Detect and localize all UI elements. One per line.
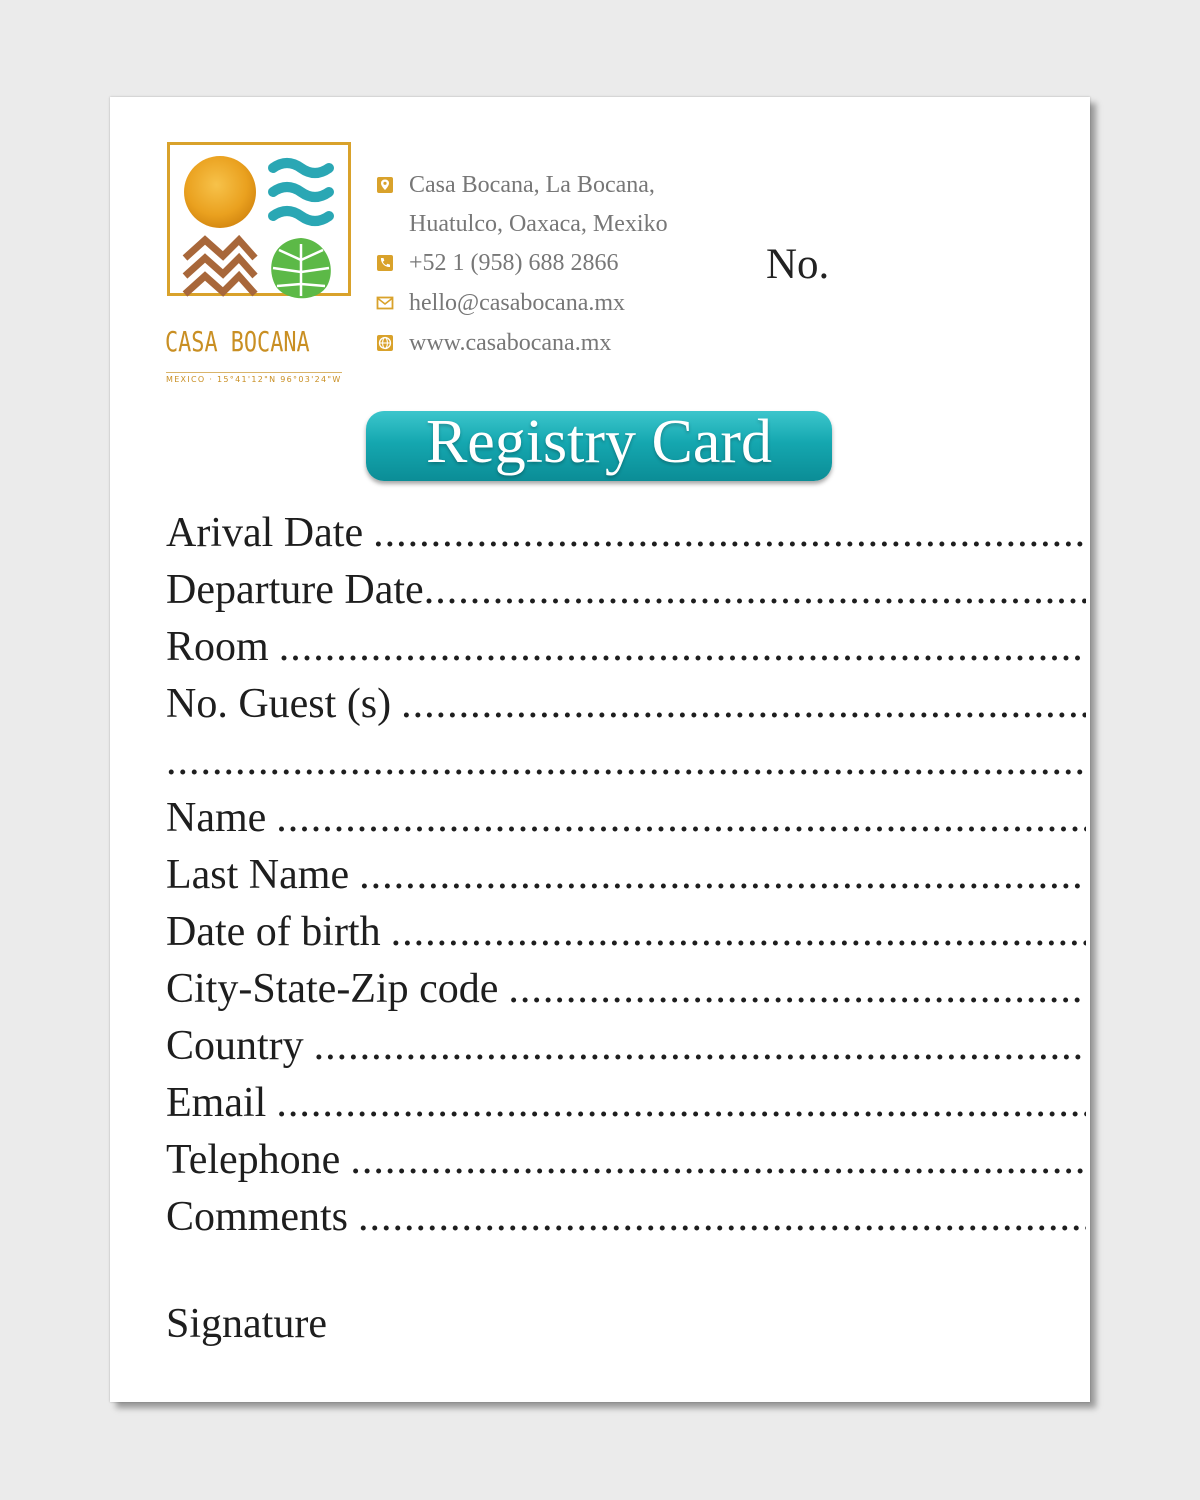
address-line-1: Casa Bocana, La Bocana,	[409, 171, 655, 198]
email-row	[375, 283, 668, 323]
globe-icon	[375, 333, 395, 353]
registry-card	[110, 97, 1090, 1402]
address-line-2: Huatulco, Oaxaca, Mexiko	[409, 210, 668, 237]
field-last-name[interactable]	[166, 851, 1086, 908]
website-link[interactable]: www.casabocana.mx	[409, 329, 612, 356]
field-name[interactable]	[166, 794, 1086, 851]
mountains-icon	[185, 240, 255, 294]
field-label: City-State-Zip code	[166, 966, 499, 1012]
card-number-label: No.	[766, 241, 830, 288]
registration-fields	[166, 509, 1086, 1250]
mail-icon	[375, 293, 395, 313]
dotted-leader	[359, 851, 1086, 899]
field-room[interactable]	[166, 623, 1086, 680]
signature-label[interactable]: Signature	[166, 1301, 327, 1347]
page-title: Registry Card	[425, 408, 773, 476]
field-country[interactable]	[166, 1022, 1086, 1079]
field-telephone[interactable]	[166, 1136, 1086, 1193]
sun-icon	[184, 156, 256, 228]
contact-block	[375, 165, 668, 363]
leaf-icon	[271, 238, 331, 298]
phone-row	[375, 243, 668, 283]
field-label: Comments	[166, 1194, 349, 1240]
dotted-leader	[391, 908, 1086, 956]
waves-icon	[273, 163, 329, 221]
website-row	[375, 323, 668, 363]
dotted-leader	[279, 623, 1086, 671]
field-blank-line[interactable]	[166, 737, 1086, 794]
field-label: Arival Date	[166, 510, 364, 556]
phone-icon	[375, 253, 395, 273]
field-email[interactable]	[166, 1079, 1086, 1136]
dotted-leader	[276, 1079, 1086, 1127]
field-label: No. Guest (s)	[166, 681, 392, 727]
title-banner	[366, 408, 832, 481]
field-label: Name	[166, 795, 267, 841]
field-comments[interactable]	[166, 1193, 1086, 1250]
field-label: Date of birth	[166, 909, 381, 955]
logo-wordmark: CASA BOCANA	[165, 325, 310, 358]
dotted-leader	[314, 1022, 1086, 1070]
field-label: Email	[166, 1080, 267, 1126]
dotted-leader	[358, 1193, 1086, 1241]
address-row	[375, 165, 668, 205]
dotted-leader	[424, 566, 1086, 614]
address-row-2	[375, 205, 668, 243]
field-label: Last Name	[166, 852, 350, 898]
field-arrival-date[interactable]	[166, 509, 1086, 566]
phone-number: +52 1 (958) 688 2866	[409, 249, 619, 276]
field-city-state-zip[interactable]	[166, 965, 1086, 1022]
location-pin-icon	[375, 175, 395, 195]
field-guests[interactable]	[166, 680, 1086, 737]
casa-bocana-logo	[165, 140, 355, 390]
dotted-leader	[350, 1136, 1086, 1184]
field-label: Country	[166, 1023, 304, 1069]
logo-artwork	[165, 140, 355, 300]
dotted-leader	[373, 509, 1086, 557]
field-label: Departure Date	[166, 567, 424, 613]
email-address[interactable]: hello@casabocana.mx	[409, 289, 626, 316]
field-label: Telephone	[166, 1137, 341, 1183]
dotted-leader	[276, 794, 1086, 842]
field-label: Room	[166, 624, 269, 670]
field-departure-date[interactable]	[166, 566, 1086, 623]
field-date-of-birth[interactable]	[166, 908, 1086, 965]
logo-tagline: MEXICO · 15°41'12"N 96°03'24"W	[166, 372, 342, 384]
dotted-leader	[508, 965, 1086, 1013]
dotted-leader	[166, 737, 1086, 785]
dotted-leader	[401, 680, 1086, 728]
